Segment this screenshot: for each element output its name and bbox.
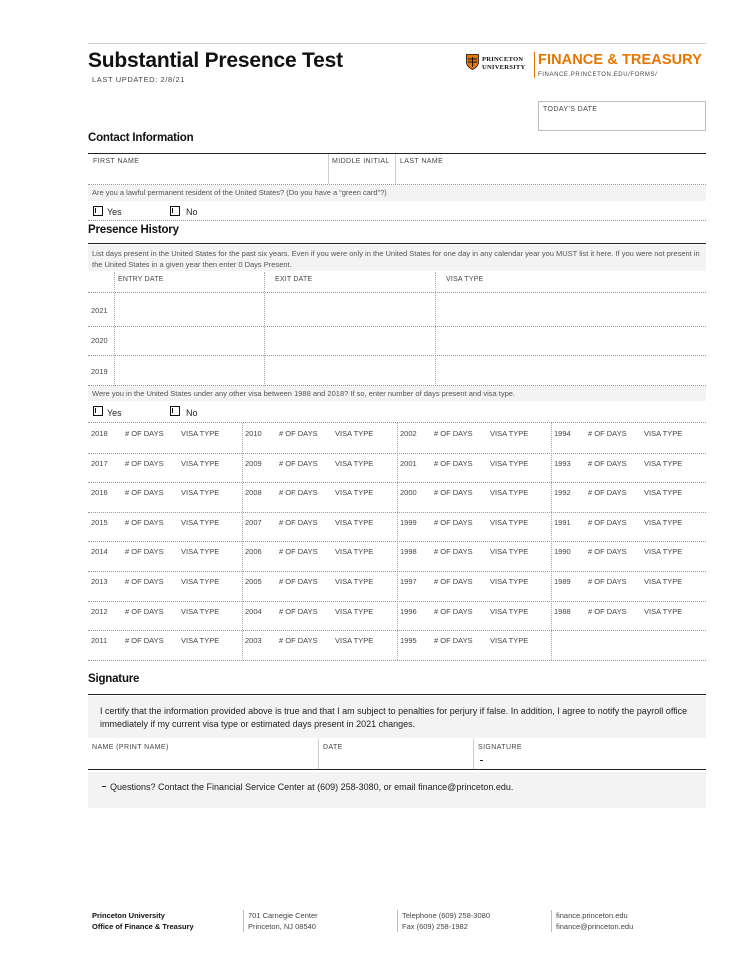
days-label: # OF DAYS — [434, 577, 473, 586]
grid-year-label: 2011 — [91, 636, 108, 646]
visa-year-entry[interactable] — [89, 542, 241, 570]
visa-type-label: VISA TYPE — [490, 458, 529, 468]
logo-line-1: PRINCETON — [482, 56, 524, 63]
visa-type-label: VISA TYPE — [181, 458, 220, 468]
visa-year-entry[interactable] — [398, 542, 550, 570]
year-2019-row[interactable] — [115, 356, 706, 385]
signature-heading: Signature — [88, 673, 140, 685]
visa-year-entry[interactable] — [552, 513, 705, 541]
days-label: # OF DAYS — [588, 577, 627, 586]
middle-initial-field[interactable] — [329, 154, 395, 184]
visa-year-entry[interactable] — [89, 424, 241, 452]
divider — [88, 220, 706, 221]
divider — [397, 910, 398, 932]
signature-field[interactable] — [474, 739, 706, 769]
grid-year-label: 2006 — [245, 547, 262, 557]
last-updated: LAST UPDATED: 2/8/21 — [92, 75, 186, 84]
visa-type-label: VISA TYPE — [644, 458, 683, 468]
visa-year-entry[interactable] — [243, 513, 396, 541]
last-name-label: LAST NAME — [400, 158, 444, 165]
presence-instructions: List days present in the United States for the past six years. Even if you were only in the United States for one day in any calendar year you MUST list it here. If you were not present in the United States in a given year then enter 0 Days Present. — [92, 249, 700, 269]
certification-text: I certify that the information provided above is true and that I am subject to penalties for perjury if false. In addition, I agree to notify the payroll office immediately if my current visa type or estimated days present in 2021 changes. — [100, 706, 688, 729]
other-visa-yes-checkbox[interactable] — [93, 406, 103, 416]
middle-initial-label: MIDDLE INITIAL — [332, 158, 390, 165]
visa-year-entry[interactable] — [552, 542, 705, 570]
print-name-label: NAME (PRINT NAME) — [92, 744, 169, 751]
brand-url: FINANCE.PRINCETON.EDU/FORMS/ — [538, 72, 658, 78]
footer-org-2: Office of Finance & Treasury — [92, 922, 194, 931]
visa-type-label: VISA TYPE — [335, 429, 374, 438]
visa-type-label: VISA TYPE — [490, 577, 529, 586]
days-label: # OF DAYS — [125, 606, 164, 616]
grid-year-label: 2005 — [245, 577, 262, 586]
grid-year-label: 1993 — [554, 458, 571, 468]
green-card-no-checkbox[interactable] — [170, 206, 180, 216]
days-label: # OF DAYS — [434, 517, 473, 527]
visa-type-label: VISA TYPE — [490, 488, 529, 498]
grid-year-label: 2010 — [245, 429, 262, 438]
grid-year-label: 2014 — [91, 547, 108, 557]
entry-date-header: ENTRY DATE — [118, 276, 164, 283]
visa-year-entry[interactable] — [89, 631, 241, 659]
visa-type-label: VISA TYPE — [490, 636, 529, 646]
grid-year-label: 2001 — [400, 458, 417, 468]
days-label: # OF DAYS — [279, 488, 318, 498]
visa-type-label: VISA TYPE — [335, 577, 374, 586]
green-card-no-label: No — [186, 207, 198, 217]
other-visa-question: Were you in the United States under any other visa between 1988 and 2018? If so, enter number of days present and visa type. — [92, 389, 516, 398]
date-field[interactable] — [319, 739, 473, 769]
visa-type-label: VISA TYPE — [181, 429, 220, 438]
grid-year-label: 1998 — [400, 547, 417, 557]
year-2020-label: 2020 — [91, 336, 108, 345]
days-label: # OF DAYS — [434, 458, 473, 468]
brand-divider — [534, 52, 535, 78]
grid-year-label: 1999 — [400, 517, 417, 527]
visa-type-label: VISA TYPE — [644, 547, 683, 557]
grid-year-label: 1991 — [554, 517, 571, 527]
grid-year-label: 1996 — [400, 606, 417, 616]
visa-type-label: VISA TYPE — [644, 517, 683, 527]
first-name-field[interactable] — [88, 154, 328, 184]
visa-type-label: VISA TYPE — [644, 429, 683, 438]
grid-year-label: 2007 — [245, 517, 262, 527]
presence-rule — [88, 243, 706, 244]
grid-year-label: 2015 — [91, 517, 108, 527]
visa-year-entry[interactable] — [552, 454, 705, 482]
top-rule — [88, 43, 706, 44]
grid-year-label: 2003 — [245, 636, 262, 646]
year-2021-label: 2021 — [91, 306, 108, 315]
grid-year-label: 2013 — [91, 577, 108, 586]
divider — [551, 910, 552, 932]
visa-year-entry[interactable] — [243, 542, 396, 570]
visa-type-header: VISA TYPE — [446, 276, 484, 283]
grid-year-label: 1988 — [554, 606, 571, 616]
grid-year-label: 1990 — [554, 547, 571, 557]
brand-title: FINANCE & TREASURY — [538, 52, 702, 68]
visa-type-label: VISA TYPE — [644, 488, 683, 498]
print-name-field[interactable] — [88, 739, 318, 769]
visa-year-entry[interactable] — [89, 572, 241, 600]
visa-type-label: VISA TYPE — [335, 458, 374, 468]
visa-type-label: VISA TYPE — [335, 517, 374, 527]
divider — [243, 910, 244, 932]
footer-email-link[interactable]: finance@princeton.edu — [556, 922, 634, 931]
visa-year-entry[interactable] — [243, 631, 396, 659]
visa-year-entry[interactable] — [243, 424, 396, 452]
visa-year-entry[interactable] — [552, 602, 705, 630]
todays-date-label: TODAY'S DATE — [543, 106, 598, 113]
signature-bottom-rule — [88, 769, 706, 770]
visa-year-entry[interactable] — [398, 572, 550, 600]
visa-type-label: VISA TYPE — [644, 606, 683, 616]
visa-year-entry[interactable] — [552, 572, 705, 600]
visa-year-entry[interactable] — [243, 483, 396, 511]
first-name-label: FIRST NAME — [93, 158, 140, 165]
other-visa-yes-label: Yes — [107, 408, 122, 418]
green-card-question: Are you a lawful permanent resident of the United States? (Do you have a “green card”?) — [92, 188, 387, 197]
exit-date-header: EXIT DATE — [275, 276, 313, 283]
green-card-yes-label: Yes — [107, 207, 122, 217]
days-label: # OF DAYS — [125, 577, 164, 586]
visa-year-entry[interactable] — [243, 602, 396, 630]
questions-text: Questions? Contact the Financial Service Center at (609) 258-3080, or email finance@princeton.edu. — [110, 782, 514, 792]
visa-type-label: VISA TYPE — [181, 577, 220, 586]
visa-type-label: VISA TYPE — [490, 517, 529, 527]
footer-address-1: 701 Carnegie Center — [248, 911, 318, 920]
days-label: # OF DAYS — [588, 458, 627, 468]
days-label: # OF DAYS — [588, 517, 627, 527]
days-label: # OF DAYS — [279, 458, 318, 468]
footer-fax: Fax (609) 258-1982 — [402, 922, 468, 931]
visa-type-label: VISA TYPE — [181, 488, 220, 498]
grid-year-label: 2017 — [91, 458, 108, 468]
visa-type-label: VISA TYPE — [335, 606, 374, 616]
visa-type-label: VISA TYPE — [490, 547, 529, 557]
visa-type-label: VISA TYPE — [335, 636, 374, 646]
visa-year-entry[interactable] — [89, 454, 241, 482]
signature-label: SIGNATURE — [478, 744, 522, 751]
visa-type-label: VISA TYPE — [335, 488, 374, 498]
green-card-yes-checkbox[interactable] — [93, 206, 103, 216]
days-label: # OF DAYS — [588, 488, 627, 498]
days-label: # OF DAYS — [279, 429, 318, 438]
signature-rule — [88, 694, 706, 695]
visa-year-entry[interactable] — [243, 454, 396, 482]
days-label: # OF DAYS — [125, 517, 164, 527]
visa-type-label: VISA TYPE — [181, 606, 220, 616]
days-label: # OF DAYS — [125, 429, 164, 438]
grid-year-label: 2008 — [245, 488, 262, 498]
grid-year-label: 2002 — [400, 429, 417, 438]
shield-icon — [466, 54, 479, 70]
visa-year-entry[interactable] — [398, 483, 550, 511]
days-label: # OF DAYS — [125, 547, 164, 557]
visa-type-label: VISA TYPE — [181, 636, 220, 646]
days-label: # OF DAYS — [125, 488, 164, 498]
visa-type-label: VISA TYPE — [181, 547, 220, 557]
visa-year-entry[interactable] — [398, 454, 550, 482]
other-visa-no-checkbox[interactable] — [170, 406, 180, 416]
days-label: # OF DAYS — [279, 606, 318, 616]
visa-type-label: VISA TYPE — [335, 547, 374, 557]
days-label: # OF DAYS — [588, 547, 627, 557]
page-title: Substantial Presence Test — [88, 49, 343, 72]
date-label: DATE — [323, 744, 343, 751]
days-label: # OF DAYS — [125, 458, 164, 468]
divider — [88, 660, 706, 661]
signature-cursor — [480, 760, 483, 761]
logo-line-2: UNIVERSITY — [482, 63, 526, 71]
visa-year-entry[interactable] — [398, 424, 550, 452]
grid-year-label: 1994 — [554, 429, 571, 438]
princeton-logo — [466, 54, 536, 74]
days-label: # OF DAYS — [434, 606, 473, 616]
footer-web-link[interactable]: finance.princeton.edu — [556, 911, 628, 920]
footer-address-2: Princeton, NJ 08540 — [248, 922, 316, 931]
grid-year-label: 2016 — [91, 488, 108, 498]
days-label: # OF DAYS — [434, 547, 473, 557]
grid-year-label: 2012 — [91, 606, 108, 616]
presence-heading: Presence History — [88, 224, 179, 236]
visa-year-entry[interactable] — [398, 513, 550, 541]
days-label: # OF DAYS — [279, 636, 318, 646]
days-label: # OF DAYS — [279, 547, 318, 557]
days-label: # OF DAYS — [125, 636, 164, 646]
visa-type-label: VISA TYPE — [490, 606, 529, 616]
days-label: # OF DAYS — [434, 636, 473, 646]
grid-year-label: 2004 — [245, 606, 262, 616]
contact-heading: Contact Information — [88, 132, 194, 144]
visa-year-entry[interactable] — [89, 513, 241, 541]
days-label: # OF DAYS — [588, 429, 627, 438]
footer-org-1: Princeton University — [92, 911, 165, 920]
grid-year-label: 2000 — [400, 488, 417, 498]
days-label: # OF DAYS — [279, 577, 318, 586]
grid-year-label: 2018 — [91, 429, 108, 438]
days-label: # OF DAYS — [588, 606, 627, 616]
grid-year-label: 1995 — [400, 636, 417, 646]
year-2021-row[interactable] — [115, 293, 706, 325]
days-label: # OF DAYS — [279, 517, 318, 527]
grid-year-label: 1997 — [400, 577, 417, 586]
grid-year-label: 1989 — [554, 577, 571, 586]
todays-date-field[interactable] — [538, 101, 706, 131]
year-2019-label: 2019 — [91, 367, 108, 376]
other-visa-no-label: No — [186, 408, 198, 418]
visa-year-entry[interactable] — [89, 483, 241, 511]
footer-telephone: Telephone (609) 258-3080 — [402, 911, 490, 920]
visa-year-entry[interactable] — [243, 572, 396, 600]
bullet-icon — [102, 786, 106, 787]
grid-year-label: 1992 — [554, 488, 571, 498]
visa-year-entry[interactable] — [398, 602, 550, 630]
last-name-field[interactable] — [396, 154, 706, 184]
visa-year-entry[interactable] — [398, 631, 550, 659]
visa-type-label: VISA TYPE — [490, 429, 529, 438]
visa-year-entry[interactable] — [552, 424, 705, 452]
year-2020-row[interactable] — [115, 327, 706, 355]
visa-year-entry[interactable] — [89, 602, 241, 630]
days-label: # OF DAYS — [434, 429, 473, 438]
visa-type-label: VISA TYPE — [644, 577, 683, 586]
visa-type-label: VISA TYPE — [181, 517, 220, 527]
days-label: # OF DAYS — [434, 488, 473, 498]
visa-year-entry[interactable] — [552, 483, 705, 511]
grid-year-label: 2009 — [245, 458, 262, 468]
